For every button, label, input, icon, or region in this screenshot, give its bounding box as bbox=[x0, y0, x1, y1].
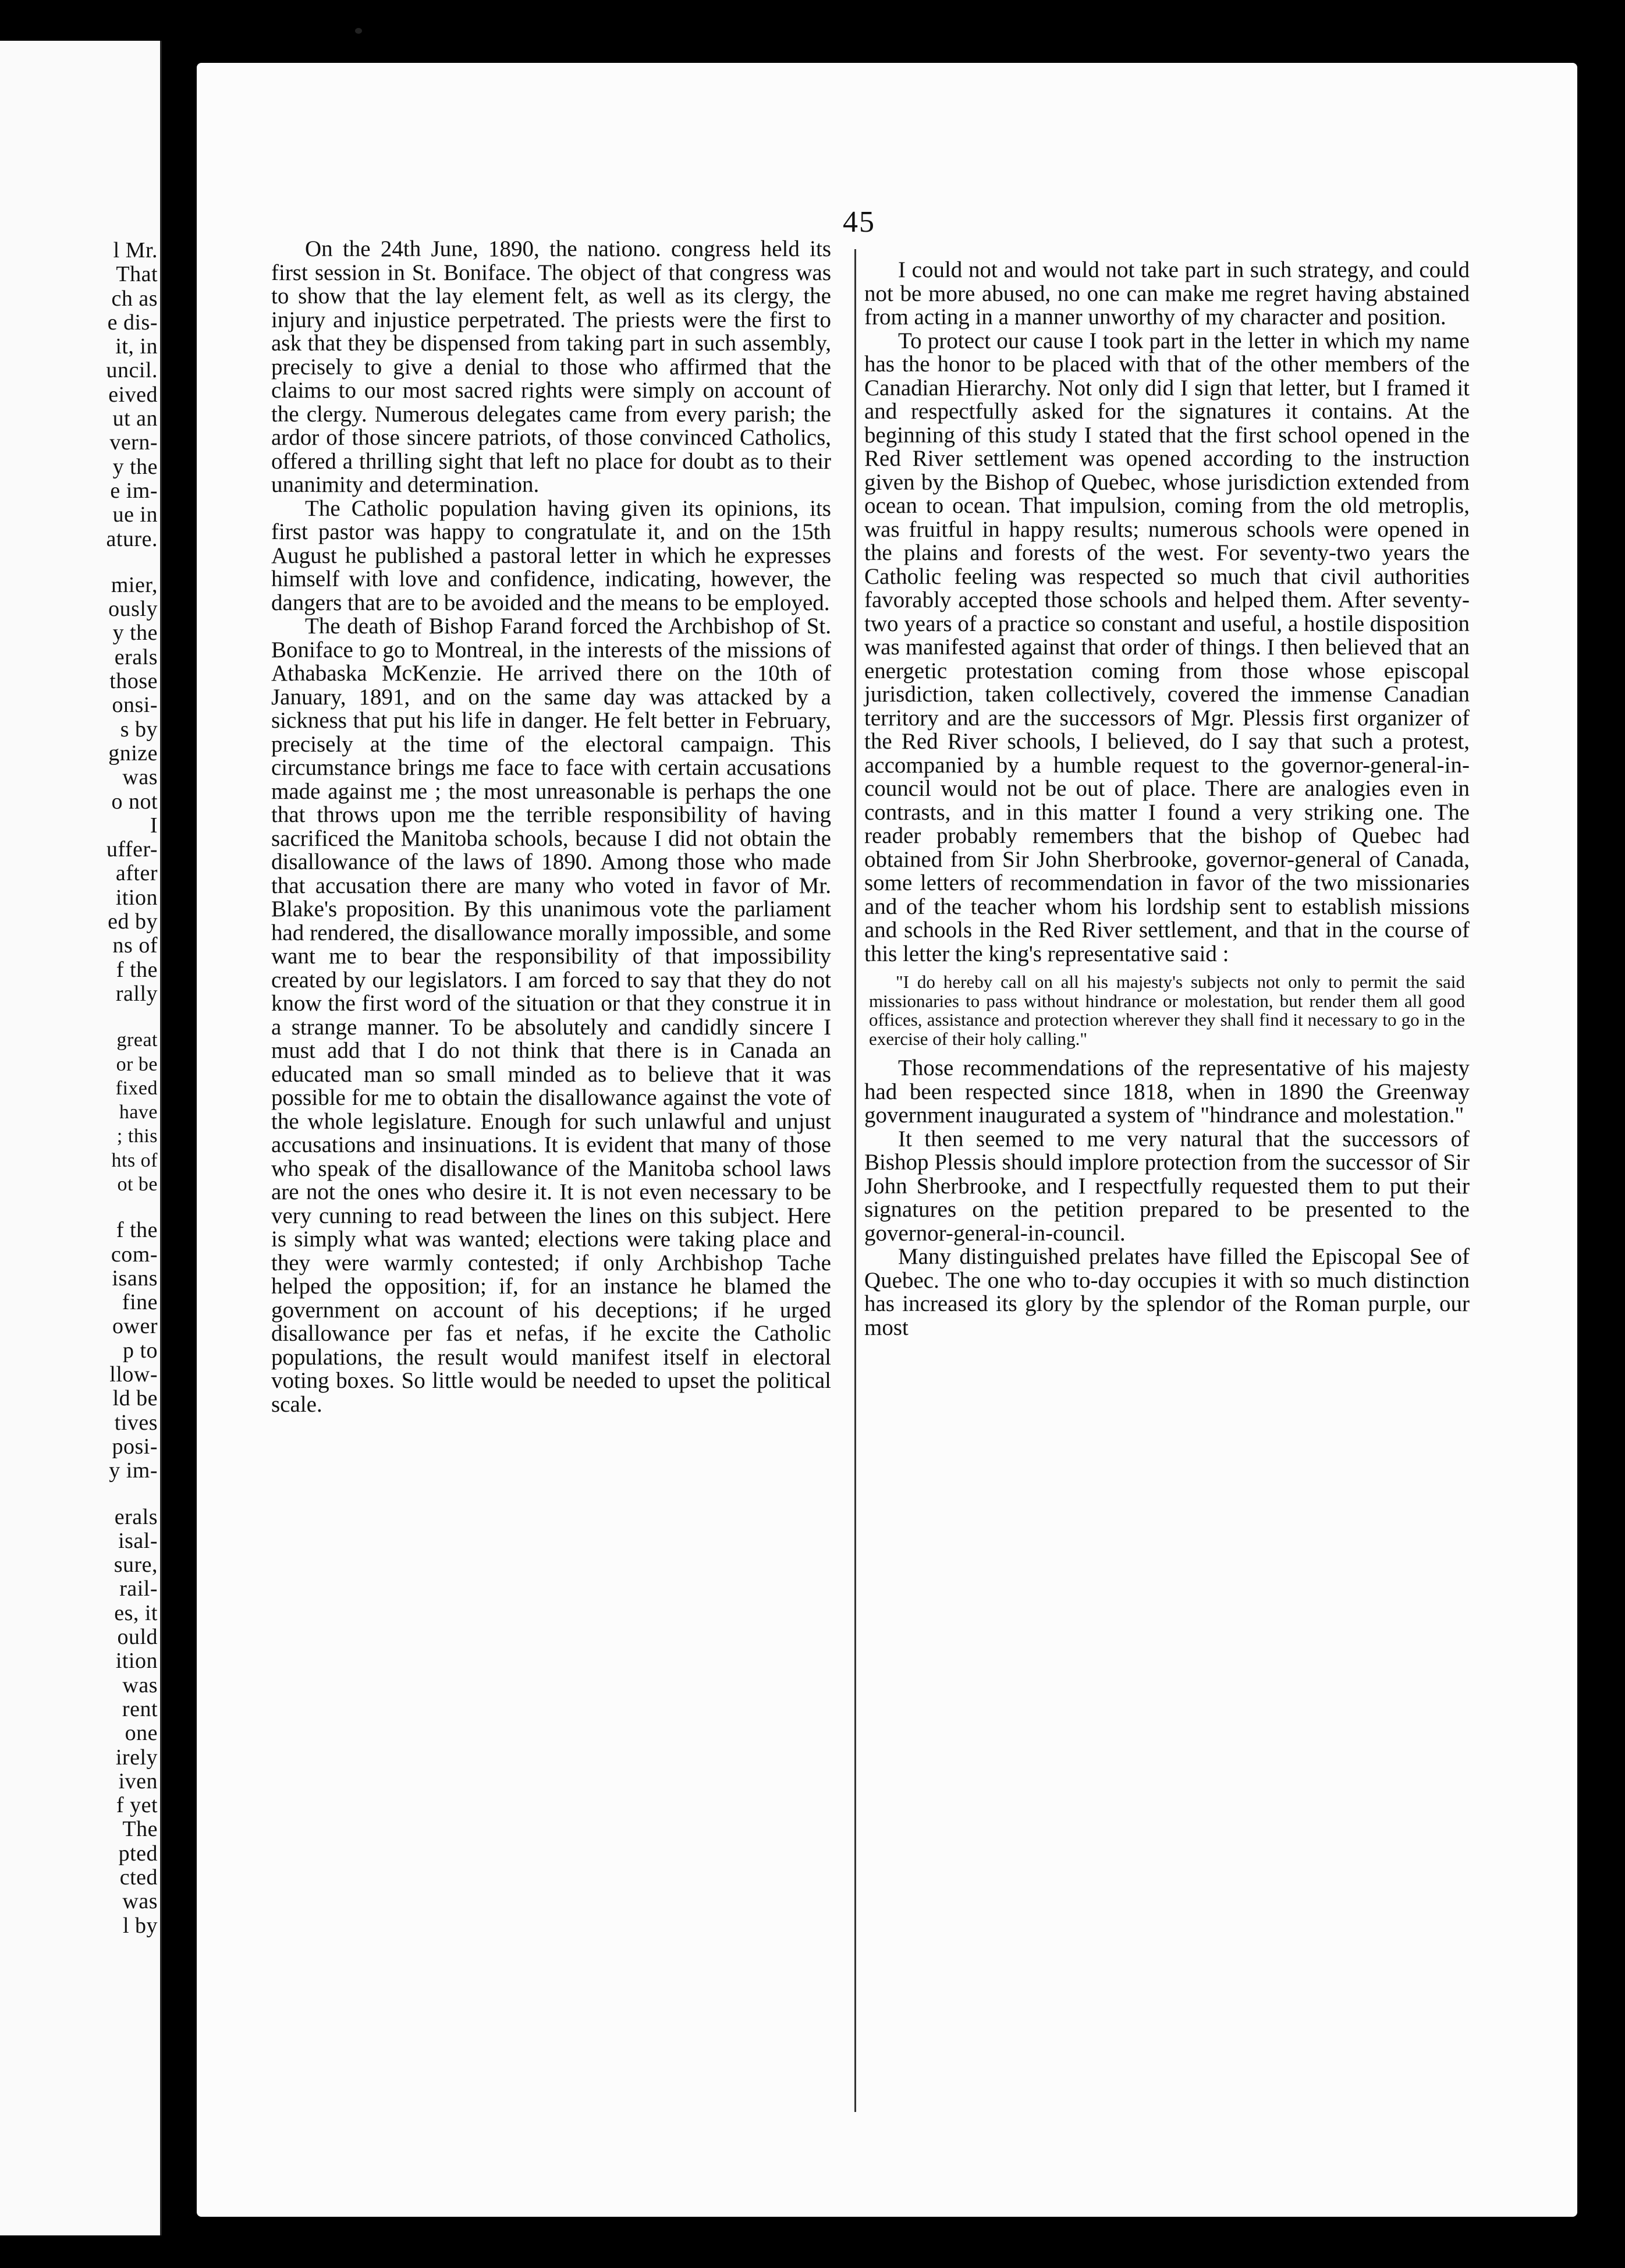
column-rule bbox=[854, 249, 856, 2112]
left-page-fragment: isans bbox=[112, 1266, 158, 1291]
left-page-fragment: The bbox=[122, 1817, 158, 1842]
left-page-fragment: l by bbox=[122, 1913, 158, 1938]
left-page-fragment: e im- bbox=[110, 478, 158, 503]
page-number: 45 bbox=[843, 205, 875, 239]
left-page-fragment: was bbox=[122, 1672, 158, 1698]
left-page-fragment: ; this bbox=[116, 1125, 158, 1147]
left-page-fragment: after bbox=[115, 861, 158, 886]
left-page-fragment: ition bbox=[115, 1649, 158, 1674]
block-quote: "I do hereby call on all his majesty's subjects not only to permit the said missionaries to pass without hindrance or molestation, but render them all good offices, assistance and protection wherever they shall find it necessary to go in the exercise of their holy calling." bbox=[869, 972, 1465, 1049]
left-page-edge bbox=[0, 41, 162, 2235]
left-page-fragment: s by bbox=[120, 717, 158, 742]
left-text-column bbox=[271, 238, 831, 1416]
left-page-fragment: ously bbox=[108, 597, 158, 622]
left-page-fragment: ns of bbox=[112, 933, 158, 958]
left-page-fragment: y the bbox=[112, 454, 158, 479]
left-page-fragment: hts of bbox=[111, 1149, 158, 1171]
left-page-fragment: erals bbox=[114, 644, 158, 669]
left-page-fragment: ature. bbox=[106, 526, 158, 551]
left-page-fragment: o not bbox=[111, 789, 158, 814]
left-page-fragment: sure, bbox=[113, 1553, 158, 1578]
left-page-fragment: I bbox=[150, 813, 158, 838]
left-page-fragment: l Mr. bbox=[113, 238, 158, 263]
left-page-fragment: ld be bbox=[112, 1386, 158, 1411]
left-page-fragment: one bbox=[125, 1721, 158, 1746]
left-page-fragment: tives bbox=[114, 1410, 158, 1435]
paragraph: The Catholic population having given its opinions, its first pastor was happy to congratulate it, and on the 15th August he published a pastoral letter in which he expresses himself with love and confidence, indicating, however, the dangers that are to be avoided and the means to be employed. bbox=[271, 495, 831, 615]
left-page-fragment: irely bbox=[115, 1745, 158, 1770]
left-page-fragment: es, it bbox=[114, 1600, 158, 1625]
left-page-fragment: onsi- bbox=[112, 693, 158, 718]
left-page-fragment: y the bbox=[112, 621, 158, 646]
fragment-gap bbox=[2, 1483, 158, 1505]
left-page-fragment: was bbox=[122, 1889, 158, 1914]
fragment-gap bbox=[2, 1006, 158, 1028]
paragraph: The death of Bishop Farand forced the Archbishop of St. Boniface to go to Montreal, in the interests of the missions of Athabaska McKenzie. He arrived there on the 10th of January, 1891, and on the same day was attacked by a sickness that put his life in danger. He felt better in February, precisely at the time of the electoral campaign. This circumstance brings me face to face with certain accusations made against me ; the most unreasonable is perhaps the one that throws upon me the terrible responsibility of having sacrificed the Manitoba schools, because I did not obtain the disallowance of the laws of 1890. Among those who made that accusation there are many who voted in favor of Mr. Blake's proposition. By this unanimous vote the parliament had rendered, the disallowance morally impossible, and some want me to bear the responsibility of that impossibility created by our legislators. I am forced to say that they do not know the first word of the situation or that they construe it in a strange manner. To be absolutely and candidly sincere I must add that I do not think that there is in Canada an educated man so small minded as to believe that it was possible for me to obtain the disallowance against the vote of the whole legislature. Enough for such unlawful and unjust accusations and insinuations. It is evident that many of those who speak of the disallowance of the Manitoba school laws are not the ones who desire it. It is not even necessary to be very cunning to read between the lines on this subject. Here is simply what was wanted; elections were taking place and they were warmly contested; if only Archbishop Tache helped the opposition; if, for an instance he blamed the government on account of his deceptions; if he urged disallowance per fas et nefas, if he excite the Catholic populations, the result would manifest itself in electoral voting boxes. So little would be needed to upset the political scale. bbox=[271, 614, 831, 1417]
left-page-fragment: those bbox=[109, 669, 158, 694]
left-page-fragment: e dis- bbox=[107, 310, 158, 335]
left-page-fragment: uffer- bbox=[106, 837, 158, 862]
left-page-fragment: f yet bbox=[116, 1793, 158, 1818]
left-page-fragment: f the bbox=[116, 1218, 158, 1243]
paragraph: Those recommendations of the representative of his majesty had been respected since 1818, when in 1890 the Greenway government inaugurated a system of "hindrance and molestation." bbox=[864, 1055, 1470, 1128]
paragraph: On the 24th June, 1890, the nationo. congress held its first session in St. Boniface. The object of that congress was to show that the lay element felt, as well as its clergy, the injury and injustice perpetrated. The priests were the first to ask that they be dispensed from taking part in such assembly, precisely to give a denial to those who affirmed that the claims to our most sacred rights were simply on account of the clergy. Numerous delegates came from every parish; the ardor of those sincere patriots, of those convinced Catholics, offered a thrilling sight that left no place for doubt as to their unanimity and determination. bbox=[271, 236, 831, 497]
left-page-fragment: mier, bbox=[111, 572, 158, 597]
left-page-fragment: fine bbox=[122, 1290, 158, 1315]
left-page-fragment: have bbox=[119, 1101, 158, 1124]
left-page-fragment: That bbox=[116, 262, 158, 287]
left-page-fragment: rent bbox=[122, 1696, 158, 1721]
left-page-fragments bbox=[2, 239, 158, 1938]
left-page-fragment: gnize bbox=[108, 740, 158, 766]
scan-speck bbox=[355, 28, 362, 34]
left-page-fragment: uncil. bbox=[106, 358, 158, 383]
left-page-fragment: vern- bbox=[109, 430, 158, 455]
left-page-fragment: posi- bbox=[112, 1434, 158, 1459]
fragment-gap bbox=[2, 551, 158, 573]
left-page-fragment: iven bbox=[118, 1769, 158, 1794]
left-page-fragment: y im- bbox=[109, 1458, 158, 1483]
left-page-fragment: cted bbox=[119, 1865, 158, 1890]
left-page-fragment: it, in bbox=[115, 334, 158, 359]
left-page-fragment: ut an bbox=[112, 406, 158, 431]
left-page-fragment: ould bbox=[117, 1625, 158, 1650]
right-text-column bbox=[864, 258, 1470, 1339]
left-page-fragment: rally bbox=[115, 981, 158, 1006]
right-page bbox=[197, 63, 1577, 2217]
left-page-fragment: isal- bbox=[118, 1528, 158, 1553]
left-page-fragment: f the bbox=[116, 957, 158, 982]
left-page-fragment: pted bbox=[118, 1841, 158, 1866]
left-page-fragment: fixed bbox=[115, 1077, 158, 1099]
left-page-fragment: ot be bbox=[117, 1173, 158, 1195]
left-page-fragment: ition bbox=[115, 885, 158, 910]
fragment-gap bbox=[2, 1196, 158, 1218]
left-page-fragment: p to bbox=[122, 1338, 158, 1363]
left-page-fragment: erals bbox=[114, 1504, 158, 1529]
left-page-fragment: llow- bbox=[109, 1362, 158, 1387]
paragraph: I could not and would not take part in such strategy, and could not be more abused, no one can make me regret having abstained from acting in a manner unworthy of my character and position. bbox=[864, 257, 1470, 329]
paragraph: It then seemed to me very natural that the successors of Bishop Plessis should implore protection from the successor of Sir John Sherbrooke, and I respectfully requested them to put their signatures on the petition prepared to be presented to the governor-general-in-council. bbox=[864, 1126, 1470, 1246]
left-page-fragment: rail- bbox=[119, 1576, 158, 1601]
paragraph: Many distinguished prelates have filled the Episcopal See of Quebec. The one who to-day occupies it with so much distinction has increased its glory by the splendor of the Roman purple, our most bbox=[864, 1244, 1470, 1340]
left-page-fragment: was bbox=[122, 765, 158, 790]
left-page-fragment: ed by bbox=[108, 909, 158, 934]
paragraph: To protect our cause I took part in the letter in which my name has the honor to be placed with that of the other members of the Canadian Hierarchy. Not only did I sign that letter, but I framed it and respectfully asked for the signatures it contains. At the beginning of this study I stated that the first school opened in the Red River settlement was opened according to the instruction given by the Bishop of Quebec, whose jurisdiction extended from ocean to ocean. That impulsion, coming from the old metroplis, was fruitful in happy results; numerous schools were opened in the plains and forests of the west. For seventy-two years the Catholic feeling was respected so much that civil authorities favorably accepted those schools and helped them. After seventy-two years of a practice so constant and useful, a hostile disposition was manifested against that order of things. I then believed that an energetic protestation coming from those whose episcopal jurisdiction, taken collectively, covered the immense Canadian territory and are the successors of Mgr. Plessis first organizer of the Red River schools, I believed, do I say that such a protest, accompanied by a humble request to the governor-general-in-council would not be out of place. There are analogies even in contrasts, and in this matter I found a very striking one. The reader probably remembers that the bishop of Quebec had obtained from Sir John Sherbrooke, governor-general of Canada, some letters of recommendation in favor of the two missionaries and of the teacher whom his lordship sent to establish missions and schools in the Red River settlement, and that in the course of this letter the king's representative said : bbox=[864, 328, 1470, 966]
left-page-fragment: ue in bbox=[112, 502, 158, 527]
left-page-fragment: or be bbox=[116, 1053, 158, 1075]
left-page-fragment: great bbox=[116, 1029, 158, 1051]
left-page-fragment: eived bbox=[108, 382, 158, 407]
left-page-fragment: ower bbox=[112, 1314, 158, 1339]
left-page-fragment: com- bbox=[111, 1242, 158, 1267]
left-page-fragment: ch as bbox=[111, 286, 158, 311]
